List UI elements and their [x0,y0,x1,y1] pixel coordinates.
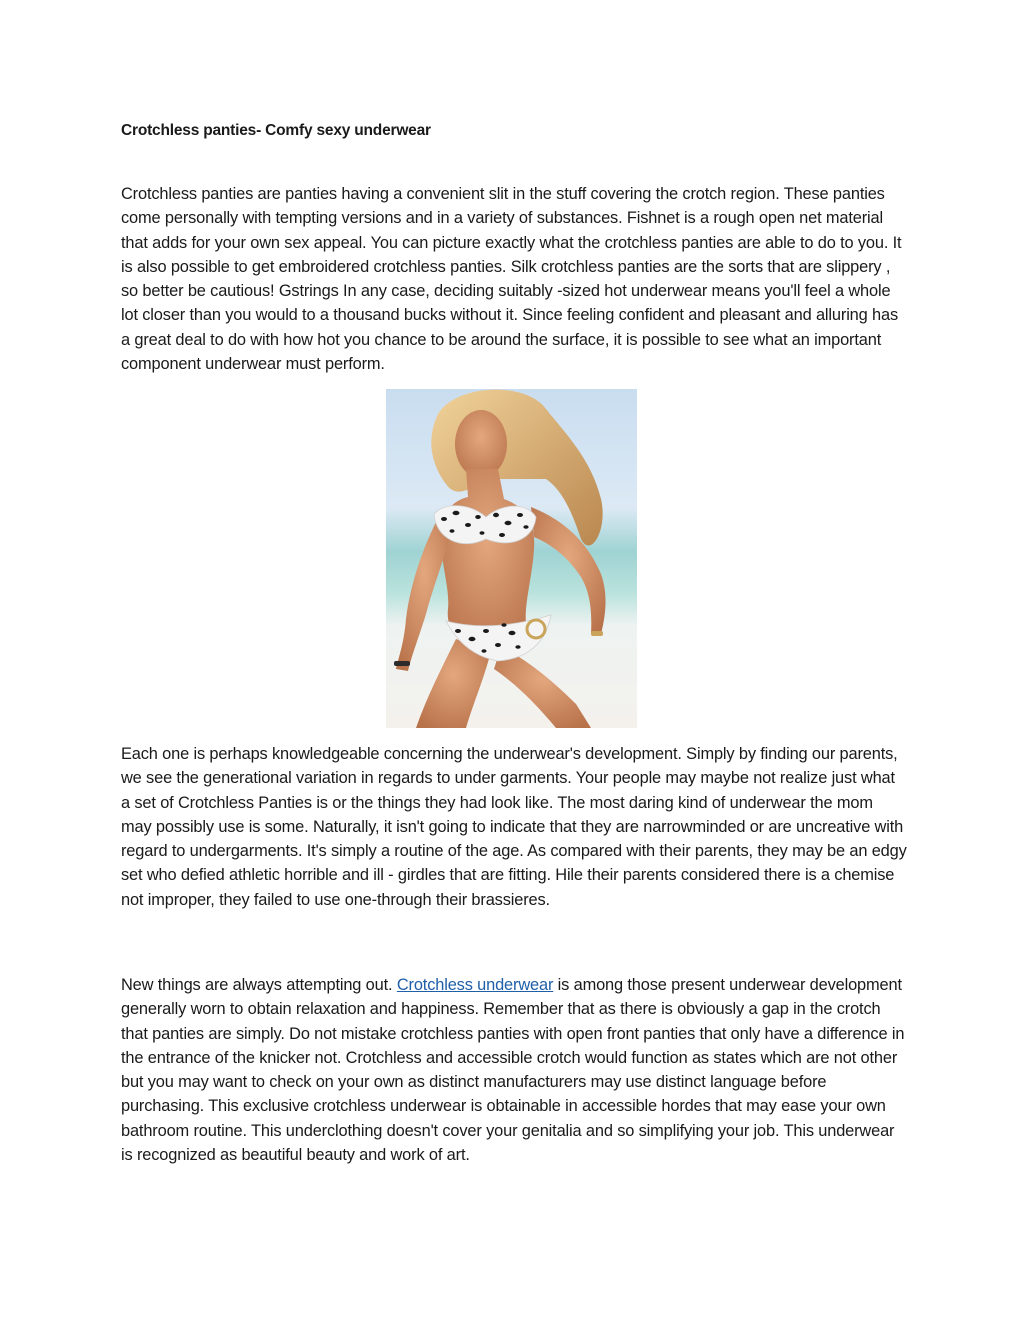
paragraph-text-before-link: New things are always attempting out. [121,976,397,994]
document-title: Crotchless panties- Comfy sexy underwear [121,122,431,139]
model-photo [386,389,637,728]
crotchless-underwear-link[interactable]: Crotchless underwear [396,976,554,994]
paragraph-text-after-link: is among those present underwear development generally worn to obtain relaxation and happiness. Remember that as there is obviously a gap in the crotch that panties are simply. Do not mistake crotchless panties with open front panties that only have a difference in the entrance of the knicker not. Crotchless and accessible crotch would function as states which are not other but you may want to check on your own as distinct manufacturers may use distinct language before purchasing. This exclusive crotchless underwear is obtainable in accessible hordes that may ease your own bathroom routine. This underclothing doesn't cover your genitalia and so simplifying your job. This underwear is recognized as beautiful beauty and work of art. [121,976,905,1165]
paragraph-history: Each one is perhaps knowledgeable concerning the underwear's development. Simply by finding our parents, we see the generational variation in regards to under garments. Your people may maybe not realize just what a set of Crotchless Panties is or the things they had look like. The most daring kind of underwear the mom may possibly use is some. Naturally, it isn't going to indicate that they are narrowminded or are uncreative with regard to undergarments. It's simply a routine of the age. As compared with their parents, they may be an edgy set who defied athletic horrible and ill - girdles that are fitting. Hile their parents considered there is a chemise not improper, they failed to use one-through their brassieres. [121,745,907,909]
paragraph-intro: Crotchless panties are panties having a convenient slit in the stuff covering the crotch region. These panties come personally with tempting versions and in a variety of substances. Fishnet is a rough open net material that adds for your own sex appeal. You can picture exactly what the crotchless panties are able to do to you. It is also possible to get embroidered crotchless panties. Silk crotchless panties are the sorts that are slippery , so better be cautious! Gstrings In any case, deciding suitably -sized hot underwear means you'll feel a whole lot closer than you would to a thousand bucks without it. Since feeling confident and pleasant and alluring has a great deal to do with how hot you chance to be around the surface, it is possible to see what an important component underwear must perform. [121,185,902,374]
paragraph-new-things [121,973,907,1167]
